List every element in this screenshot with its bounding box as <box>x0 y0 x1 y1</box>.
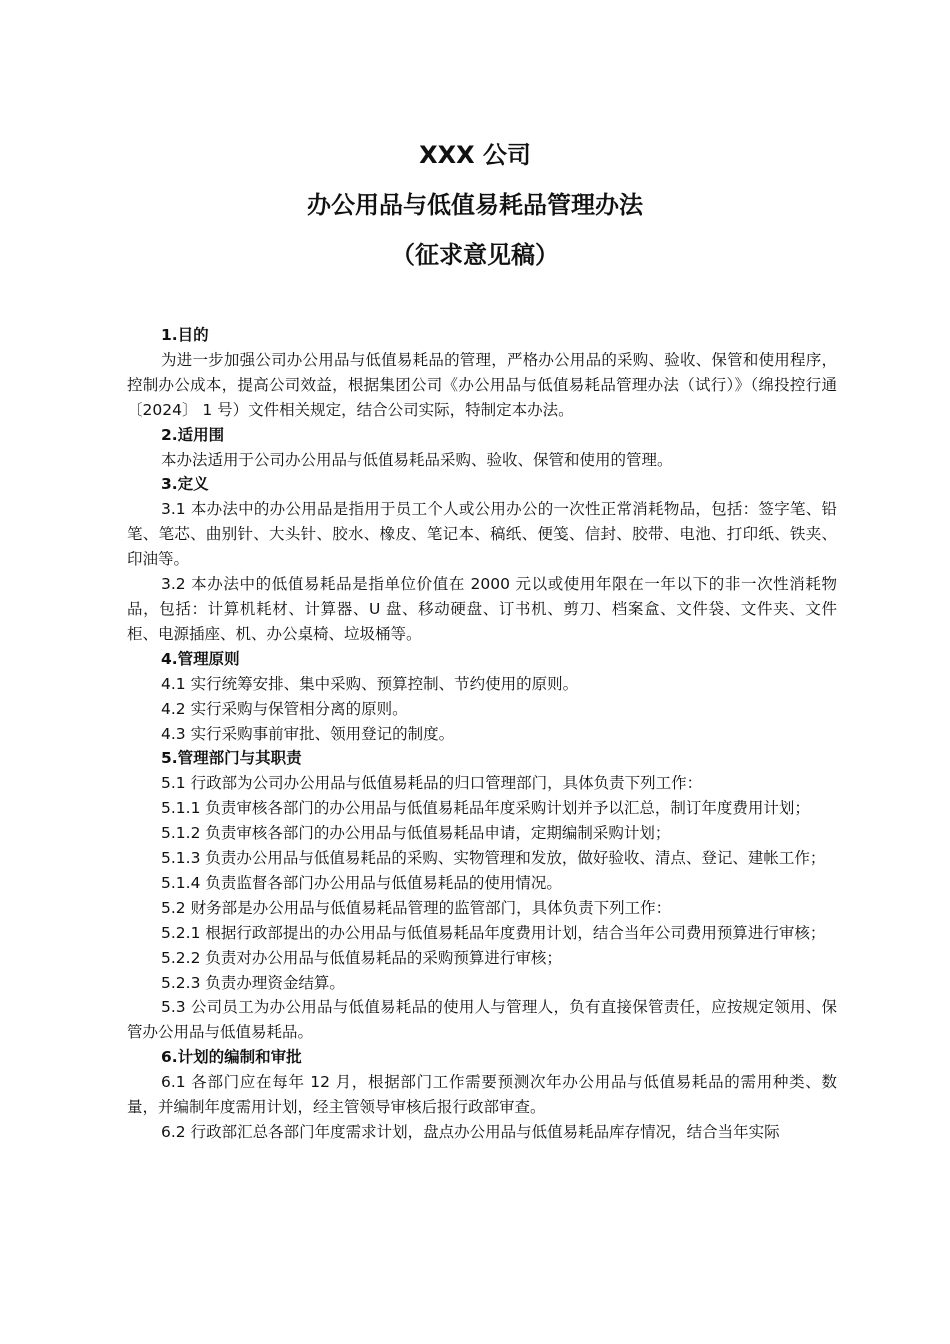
section-heading: 5.管理部门与其职责 <box>161 749 302 768</box>
document-body <box>127 323 837 1145</box>
paragraph: 6.1 各部门应在每年 12 月，根据部门工作需要预测次年办公用品与低值易耗品的需用种类、数量，并编制年度需用计划，经主管领导审核后报行政部审查。 <box>127 1073 837 1117</box>
paragraph: 5.1.2 负责审核各部门的办公用品与低值易耗品申请，定期编制采购计划； <box>161 824 671 843</box>
paragraph: 5.2.1 根据行政部提出的办公用品与低值易耗品年度费用计划，结合当年公司费用预算进行审核； <box>161 923 826 942</box>
title-block <box>0 130 950 280</box>
section-heading: 6.计划的编制和审批 <box>161 1048 302 1067</box>
document-subtitle: （征求意见稿） <box>391 241 559 269</box>
paragraph: 5.1 行政部为公司办公用品与低值易耗品的归口管理部门，具体负责下列工作： <box>161 774 703 793</box>
paragraph: 5.2.2 负责对办公用品与低值易耗品的采购预算进行审核； <box>161 948 562 967</box>
paragraph: 5.3 公司员工为办公用品与低值易耗品的使用人与管理人，负有直接保管责任，应按规定领用、保管办公用品与低值易耗品。 <box>127 998 837 1042</box>
paragraph: 6.2 行政部汇总各部门年度需求计划，盘点办公用品与低值易耗品库存情况，结合当年实际 <box>161 1123 780 1141</box>
paragraph: 5.2 财务部是办公用品与低值易耗品管理的监管部门，具体负责下列工作： <box>161 898 672 917</box>
section-heading: 2.适用围 <box>161 425 225 444</box>
section-heading: 1.目的 <box>161 326 209 344</box>
paragraph: 4.1 实行统筹安排、集中采购、预算控制、节约使用的原则。 <box>161 674 579 693</box>
paragraph: 5.1.3 负责办公用品与低值易耗品的采购、实物管理和发放，做好验收、清点、登记、建帐工作； <box>161 849 826 868</box>
paragraph: 3.1 本办法中的办公用品是指用于员工个人或公用办公的一次性正常消耗物品，包括：签字笔、铅笔、笔芯、曲别针、大头针、胶水、橡皮、笔记本、稿纸、便笺、信封、胶带、电池、打印纸、铁夹、印油等。 <box>127 500 837 569</box>
paragraph: 5.2.3 负责办理资金结算。 <box>161 973 345 992</box>
paragraph: 5.1.4 负责监督各部门办公用品与低值易耗品的使用情况。 <box>161 873 562 892</box>
paragraph: 为进一步加强公司办公用品与低值易耗品的管理，严格办公用品的采购、验收、保管和使用程序，控制办公成本，提高公司效益，根据集团公司《办公用品与低值易耗品管理办法（试行）》（绵投控行通〔2024〕 1 号）文件相关规定，结合公司实际，特制定本办法。 <box>127 350 837 419</box>
paragraph: 3.2 本办法中的低值易耗品是指单位价值在 2000 元以或使用年限在一年以下的非一次性消耗物品，包括：计算机耗材、计算器、U 盘、移动硬盘、订书机、剪刀、档案盒、文件袋、文件夹、文件柜、电源插座、机、办公桌椅、垃圾桶等。 <box>127 575 837 643</box>
company-title: XXX 公司 <box>419 141 531 169</box>
paragraph: 5.1.1 负责审核各部门的办公用品与低值易耗品年度采购计划并予以汇总，制订年度费用计划； <box>161 799 810 818</box>
paragraph: 本办法适用于公司办公用品与低值易耗品采购、验收、保管和使用的管理。 <box>161 450 673 469</box>
paragraph: 4.3 实行采购事前审批、领用登记的制度。 <box>161 724 455 743</box>
document-title: 办公用品与低值易耗品管理办法 <box>307 191 643 219</box>
section-heading: 4.管理原则 <box>161 649 240 668</box>
section-heading: 3.定义 <box>161 475 209 494</box>
paragraph: 4.2 实行采购与保管相分离的原则。 <box>161 699 408 718</box>
